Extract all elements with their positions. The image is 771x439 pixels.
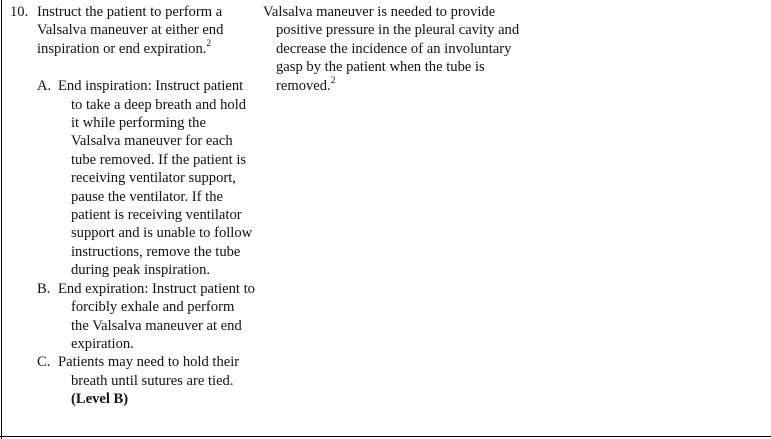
substep-letter: C. bbox=[37, 354, 51, 371]
step-reference: 2 bbox=[206, 38, 212, 49]
substep-text: End expiration: Instruct patient to forcibly exhale and perform the Valsalva maneuver at end expiration. bbox=[58, 280, 255, 352]
table-left-border bbox=[1, 0, 2, 439]
evidence-level: (Level B) bbox=[71, 391, 129, 408]
substep-list bbox=[10, 77, 255, 408]
step-text: Instruct the patient to perform a Valsalva maneuver at either end inspiration or end expiration. bbox=[37, 4, 224, 57]
substep-letter: A. bbox=[37, 78, 52, 95]
substep-a bbox=[37, 77, 255, 279]
substep-text: End inspiration: Instruct patient to take a deep breath and hold it while performing the Valsalva maneuver for each tube removed. If the patient is receiving ventilator support, pause the ventilator. If the patient is receiving ventilator support and is unable to follow instructions, remove the tube during peak inspiration. bbox=[58, 78, 253, 279]
rationale-text-container bbox=[263, 3, 523, 95]
procedure-step-10 bbox=[10, 3, 255, 58]
step-number: 10. bbox=[10, 4, 29, 20]
substep-b bbox=[37, 280, 255, 354]
table-bottom-border bbox=[0, 436, 771, 437]
steps-column bbox=[10, 3, 255, 409]
substep-c bbox=[37, 353, 255, 408]
substep-letter: B. bbox=[37, 280, 51, 297]
rationale-text: Valsalva maneuver is needed to provide positive pressure in the pleural cavity and decrease the incidence of an involuntary gasp by the patient when the tube is removed. bbox=[263, 4, 520, 94]
substep-text: Patients may need to hold their breath until sutures are tied. bbox=[58, 354, 240, 389]
rationale-reference: 2 bbox=[330, 75, 336, 86]
rationale-column bbox=[263, 3, 523, 95]
substep-text-container bbox=[58, 353, 255, 408]
